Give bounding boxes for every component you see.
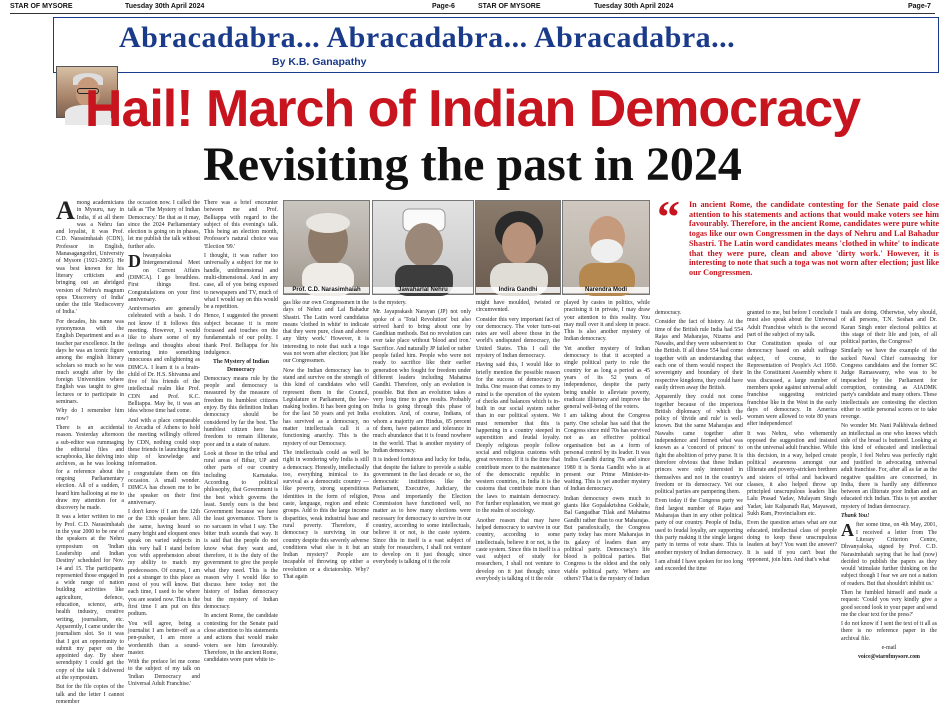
paragraph: Similarly we have the example of the sacked Naval Chief canvassing for Congress candidates and the former SC Judge Ramaswamy, who was to be impeached by the Parliament for corruption, contesting as AIADMK party's candidate and many others. These intellectuals are contesting the election either to settle personal scores or to take revenge.: [841, 348, 937, 421]
folio-page-left: Page-6: [432, 3, 455, 10]
paragraph: Having said this, I would like to briefly mention the possible reason for the success of democracy in India. One reason that comes to my mind is the operation of the system of checks and balances which is in-built in our social system rather than in our political system. We must remember that this is happening in a country steeped in superstition and feudal loyalty. Deeply religious people follow social and religious customs with great reverence. If it is the time that contribute more to the maintenance of the democratic republic in western countries, in India it is the customs that contribute more than the laws to maintain democracy. For further explanation, we must go to the realm of sociology.: [476, 362, 560, 515]
article-column-2: [128, 200, 200, 690]
paragraph: Look at those in the tribal and rural areas of Bihar, UP and other parts of our country including Karnataka. According to political philosophy, that Government is the best which governs the least. Surely ours is the best Government because we have the least governance. There is no sarcasm in what I say. The bitter truth sounds that way. It is said that the people do not know what they want and, therefore, it is the duty of the government to give the people what they need. This is the reason why I would like to discuss here today not the history of Indian democracy but the mystery of Indian democracy.: [204, 450, 278, 611]
paragraph: I am afraid I have spoken for too long and exceeded the time: [655, 558, 743, 573]
photo-caption: Jawaharlal Nehru: [373, 287, 473, 293]
paragraph: Why do I remember him now?: [56, 408, 124, 422]
portrait-figure: [476, 201, 562, 296]
paragraph: I don't know if I am the 12th or the 13th speaker here. All the same, having heard so many bright and eloquent ones speak on varied subjects in this very hall I stand before you with apprehension about my ability to match my predecessors. Of course, I am not a stranger to this place as most of you will know. But each time, I used to be where you are seated now. This is the first time I am put on this podium.: [128, 509, 200, 618]
paragraph: granted to me, but before I conclude I must also speak about the Universal Adult Franchise which is the second part of the subject of my talk.: [747, 310, 837, 338]
paragraph: Now the Indian democracy has to stand and survive on the strength of this kind of candidates who will represent them in the Council, Legislature or Parliament, the law-making bodies. It has been going on for the last 50 years and yet India has survived as a democracy, no matter intellectuals call it a functioning anarchy. This is the mystery of our Democracy.: [283, 367, 369, 447]
paragraph: And with a place comparable to Arcadia of Athens to hold the meeting willingly offered by CDN, nothing could stop these friends in launching their ship of knowledge and information.: [128, 417, 200, 468]
article-column-5: [373, 300, 471, 688]
quote-mark-icon: “: [657, 191, 680, 242]
photo-indira-gandhi: [475, 200, 561, 295]
paragraph: Anniversaries are generally celebrated with a bash. I do not know if it follows this meeting. However, I would like to share some of my feelings and thoughts about venturing into something innocuous and enlightening as DIMCA. I learn it is a brain-child of Dr. H.S. Shivanna and five of his friends of the intellectual realm like Prof. CDN and Prof. K.C. Belliappa. May be, it was an idea whose time had come.: [128, 306, 200, 415]
paragraph: gas like our own Congressmen in the days of Nehru and Lal Bahadur Shastri. The Latin word candidatus means 'clothed in white' to indicate that they were pure, clean and above any 'dirty work.' However, it is interesting to note that such a toga was not worn after election; just like our Congressmen.: [283, 300, 369, 365]
article-column-6: [476, 300, 560, 688]
paragraph: Consider the fact of history. At the time of the British rule India had 554 Rajas and Maharajas, Nizams and Nawabs, and they were subservient to the British. If all these 554 had come together with an understanding that each one of them would respect the sovereignty and boundary of their respective kingdoms, they could have easily driven away the British.: [655, 319, 743, 391]
paragraph: Mr. Jayaprakash Narayan (JP) not only spoke of a 'Total Revolution' but also strived hard to bring about one by Gandhian methods. But no revolution can ever take place without 'blood and iron.' Sacrifice. And naturally JP failed or rather people failed him. People who were not ready to sacrifice like their earlier generation who fought for freedom under different leaders including Mahatma Gandhi. Therefore, only an evolution is possible. But then an evolution takes a very long time to give results. Probably India is going through this phase of evolution. And, of course, Indians, of whom a majority are Hindus, 85 percent of them, have patience and tolerance in much abundance that it is found nowhere in the world. That is another mystery of Indian democracy.: [373, 309, 471, 454]
column-title: Abracadabra... Abracadabra... Abracadabra...: [119, 21, 736, 54]
photo-narendra-modi: [562, 200, 650, 295]
email-link[interactable]: voice@starofmysore.com: [858, 654, 920, 661]
article-column-7: [564, 300, 650, 688]
paragraph: There is an accidental reason. Yesterday afternoon a sub-editor was rummaging the editorial files and scrapbooks, like delving into archives, as he was looking for a reference about the ongoing Parliamentary election. All of a sudden, I heard him hallooing at me to draw my attention for a discovery he made.: [56, 424, 124, 512]
paragraph: Hence, I suggested the present subject because it is more focussed and touches on the fundamentals of our polity. I thank Prof. Belliappa for his indulgence.: [204, 313, 278, 356]
folio-paper-right: STAR OF MYSORE: [478, 3, 541, 10]
email-label: e-mail: [881, 645, 897, 652]
paragraph: Indian democracy owes much to giants like Gopalakrishna Gokhale, Bal Gangadhar Tilak and Mahatma Gandhi rather than to our Maharajas. But paradoxically, the Congress party today has more Maharajas in its galaxy of leaders than any political party. Democracy's life blood is political parties. But Congress is the oldest and the only viable political party. Where are others? That is the mystery of Indian: [564, 495, 650, 582]
article-column-9: [747, 310, 837, 688]
paragraph: Apparently they could not come together because of the imperious British diplomacy of which the policy of 'divide and rule' is well-known. But the same Maharajas and Nawabs came together after independence and formed what was known as a 'concord of princes' to fight the abolition of privy purse. It is therefore obvious that these Indian princes were only interested in themselves and not in the country's freedom or its democracy. Yet our political parties are pampering them.: [655, 394, 743, 496]
byline: By K.B. Ganapathy: [272, 56, 367, 68]
headline: Hail! March of Indian Democracy: [84, 80, 861, 138]
paragraph: Among academicians in Mysuru, nay in India, if at all there was a Nehru fan and loyalist, it was Prof. C.D. Narasimhaiah (CDN), Professor in English, Manasagangothri, University of Mysore (1921-2005). He was best known for his literary criticism and bringing out an abridged version of Nehru's magnum opus 'Discovery of India' under the title 'Rediscovery of India.': [56, 196, 124, 316]
folio-rule: [10, 13, 935, 14]
portrait-figure: [563, 201, 651, 296]
paragraph: is the mystery.: [373, 300, 407, 306]
photo-nehru: [372, 200, 474, 295]
paragraph: It was a letter written to me by Prof. C.D. Narasimhaiah in the year 2000 to be one of the speakers at the Nehru symposium on 'Indian Leadership and Indian Destiny' scheduled for Nov. 14 and 15. The participants represented those engaged in a wide range of nation building activities like agriculture, defence, education, science, arts, health industry, creative writing, journalism, etc. Apparently, I came under the journalism slot. So it was that I got an opportunity to submit my paper on the appointed day. By sheer serendipity I could get the copy of the talk I delivered at the symposium.: [56, 514, 124, 681]
paragraph: I thought, it was rather too universally a subject for me to handle, unidimensional and multi-dimensional. And in any case, all of you being exposed to newspapers and TV, much of what I would say on this would be a repetition.: [204, 253, 278, 311]
pull-quote: [655, 191, 939, 307]
article-column-1: [56, 196, 124, 705]
photo-caption: Prof. C.D. Narasimhaiah: [284, 287, 369, 293]
photo-prof-cdn: [283, 200, 370, 295]
article-column-10: [841, 310, 937, 688]
folio-date-right: Tuesday 30th April 2024: [594, 3, 674, 10]
article-column-4: [283, 300, 369, 688]
paragraph: democracy.: [655, 310, 682, 316]
paragraph: The intellectuals could as well be right in wondering why India is still a democracy. Honestly, intellectually too, everything inimical to its survival as a democratic country — like poverty, strong superstitious identities in the form of religion, caste, language, region and ethnic groups. Add to this the large income disparities, weak industrial base and rural poverty. Therefore, if democracy is surviving in our country despite this severely adverse conditions what else is it but an Indian mystery? People are incapable of throwing up either a revolution or a dictatorship. Why? That again: [283, 449, 369, 580]
paragraph: It is indeed fortuitous and lucky for India, that despite the failure to provide a stable government in the last decade or so, the democratic institutions like the Parliament, Executive, Judiciary, the Press and importantly the Election Commission have functioned well, no matter as to how many elections were necessary for democracy to survive in our country, according to some intellectuals, believe it or not, is the caste system. Since this in itself is a vast subject of study for researchers, I shall not venture to develop on it just though; since everybody is talking of it the role: [373, 457, 471, 566]
paragraph: Dhwanyaloka Intergenerational Meet on Current Affairs (DIMCA). I go breathless. First things first. Congratulations on your first anniversary.: [128, 251, 200, 303]
folio-paper-left: STAR OF MYSORE: [10, 3, 73, 10]
folio-page-right: Page-7: [908, 3, 931, 10]
paragraph: played by castes in politics, while practising it in private, I may draw your attention to this reality. You may mull over it and sleep in peace. This is also another mystery of Indian democracy.: [564, 300, 650, 343]
paragraph: Even the question arises what are our educated, intellectual class of people doing to keep these unscrupulous leaders at bay? You want the answer? It is said if you can't beat the opponent, join him. And that's what: [747, 520, 837, 563]
pull-quote-text: In ancient Rome, the candidate contesting for the Senate paid close attention to his statements and actions that would make voters see him favourably. Therefore, in the ancient Rome, candidates were pure white togas like our own Congressmen in the days of Nehru and Lal Bahadur Shastri. The Latin word candidates means 'clothed in white' to indicate that they were pure, clean and above 'dirty work.' However, it is interesting to note that such a toga was not worn after election; just like our Congressmen.: [689, 200, 939, 277]
paragraph: But for the file copies of the talk and the letter I cannot remember: [56, 684, 124, 705]
page-folio: [0, 0, 945, 14]
paragraph: Even today if the Congress party we find largest number of Rajas and Maharajas than in any other political party of our country. People of India, used to feudal loyalty, are supporting this party making it the single largest party in terms of vote share. This is another mystery of Indian democracy.: [655, 498, 743, 556]
paragraph: I am talking about the Congress party. One scholar has said that the Congress since mid 70s has survived not as an effective political organisation but as a form of personal control by its leader. It was Indira Gandhi during 70s and since 1980 it is Sonia Gandhi who is at present our Prime Minister-in-waiting. This is yet another mystery of Indian democracy.: [564, 413, 650, 493]
paragraph: After some time, on 4th May, 2001, I received a letter from The Literary Criterion Centre, Dhvanyaloka, signed by Prof. C.D. Narasimhaiah saying that he had (now) decided to publish the papers as they would 'stimulate further thinking on the subject though I fear we are not a nation of readers. But that shouldn't inhibit us.': [841, 520, 937, 587]
article-column-8: [655, 310, 743, 688]
paragraph: I congratulate them on this occasion. A small wonder. DIMCA has chosen me to be the speaker on their first anniversary.: [128, 470, 200, 506]
paragraph: Yet another mystery of Indian democracy is that it accepted a single political party to rule the country for as long a period as 45 years of its 52 years of independence, despite the party being unable to alleviate poverty, eradicate illiteracy and improve the general well-being of the voters.: [564, 345, 650, 411]
paragraph: You will agree, being a journalist I am better-off as a pen-pusher, I am more a wordsmith than a sound-master.: [128, 620, 200, 656]
paragraph: It was Nehru, who vehemently opposed the suggestion and insisted on the universal adult franchise. While this decision, in a way, helped create political awareness amongst our illiterate and poverty-stricken brethren and sisters of tribal and backward classes, it also helped throw up principled unscrupulous leaders like Lalu Prasad Yadav, Mulayam Singh Yadav, late Kalpanath Rai, Mayawati, Sukh Ram, Provincialism etc.: [747, 430, 837, 518]
article-column-3: [204, 200, 278, 690]
paragraph: Democracy means rule by the people and democracy is measured by the measure of freedom its humblest citizens enjoy. By this definition Indian democracy should be considered by far the best. The humblest citizen here has freedom to remain illiterate, poor and in a state of nature.: [204, 375, 278, 448]
paragraph: I do not know if I sent the text of it all as there is no reference paper in the archival file.: [841, 621, 937, 642]
portrait-figure: [284, 201, 371, 296]
paragraph: Consider this very important fact of our democracy. The voter turn-out rates are well above those in the world's undisputed democracy, the United States. This I call the mystery of Indian democracy.: [476, 316, 560, 360]
photo-caption: Narendra Modi: [563, 287, 649, 293]
column-banner: [53, 17, 939, 73]
paragraph: There was a brief encounter between me and Prof. Belliappa with regard to the subject of this evening's talk. This being an election month, Professor's natural choice was 'Election '99.': [204, 200, 278, 250]
section-heading: The Mystery of Indian Democracy: [213, 359, 269, 373]
paragraph: In ancient Rome, the candidate contesting for the Senate paid close attention to his statements and actions that would make voters see him favourably. Therefore, in the ancient Rome, candidates wore pure white to-: [204, 613, 278, 664]
paragraph: For decades, his name was synonymous with the English Department and as a teacher par excellence. In the days he was an iconic figure among the english literary scholars so much so he was much sought after by the foreign Universities where English was taught to give lectures or to participate in seminars.: [56, 318, 124, 406]
paragraph: tuals are doing. Otherwise, why should, of all persons, T.N. Seshan and Dr. Karan Singh enter electoral politics at this stage of their life and join, of all political parties, the Congress?: [841, 310, 937, 346]
paragraph: With the preface let me come to the subject of my talk on 'Indian Democracy and Universal Adult Franchise.': [128, 659, 200, 687]
paragraph: No wonder Mr. Nani Palkhivala defined an intellectual as one who knows which side of the bread is buttered. Looking at this kind of educated and intellectual people, I feel Nehru was perfectly right and justified in advocating universal adult franchise. For, after all as far as the negative qualities are concerned, in India, there is hardly any difference between an illiterate poor Indian and an educated rich Indian. This is yet another mystery of Indian democracy.: [841, 423, 937, 510]
thank-you-line: Thank You!: [841, 513, 870, 520]
paragraph: the occasion now. I called the talk as 'The Mystery of Indian Democracy.' Be that as it may, since the 2024 Parliamentary election is going on in phases, let me publish the talk without further ado.: [128, 200, 200, 250]
subheadline: Revisiting the past in 2024: [203, 138, 742, 191]
paragraph: Our Constitution speaks of our democracy based on adult suffrage subject, of course, to the Representation of People's Act 1950. In the Constituent Assembly where it was discussed, a large number of members spoke against universal adult franchise suggesting restricted franchise like in the West in the early days of democracy. In America women were allowed to vote 80 years after independence!: [747, 341, 837, 428]
paragraph: might have moulded, twisted or circumvented.: [476, 300, 560, 314]
photo-caption: Indira Gandhi: [476, 287, 560, 293]
folio-date-left: Tuesday 30th April 2024: [125, 3, 205, 10]
paragraph: Then he fumbled himself and made a request: 'Could you very kindly give a good second look to your paper and send me the clear text for the press?': [841, 589, 937, 618]
paragraph: Another reason that may have helped democracy to survive in our country, according to some intellectuals, believe it or not, is the caste system. Since this in itself is a vast subject of study for researchers, I shall not venture to develop on it just though; since everybody is talking of it the role: [476, 517, 560, 582]
portrait-figure: [373, 201, 475, 296]
